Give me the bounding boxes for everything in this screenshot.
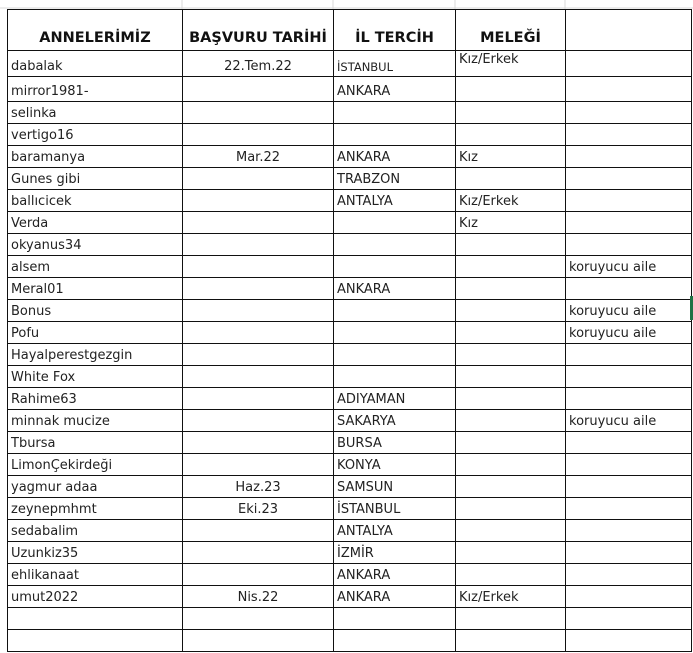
cell-name[interactable]: White Fox [8,366,183,388]
table-row [8,520,692,542]
cell-note[interactable] [566,124,692,146]
cell-application-date[interactable] [183,542,334,564]
cell-city[interactable] [334,124,456,146]
cell-city[interactable]: ANKARA [334,146,456,168]
table-row [8,344,692,366]
table-row [8,212,692,234]
cell-note[interactable] [566,520,692,542]
cell-angel[interactable] [456,344,566,366]
cell-note[interactable]: koruyucu aile [566,322,692,344]
table-row [8,190,692,212]
cell-city[interactable]: BURSA [334,432,456,454]
cell-city[interactable] [334,608,456,630]
cell-application-date[interactable] [183,300,334,322]
cell-city[interactable]: ADIYAMAN [334,388,456,410]
table-row [8,410,692,432]
cell-name[interactable]: baramanya [8,146,183,168]
cell-application-date[interactable] [183,454,334,476]
table-row [8,542,692,564]
cell-name[interactable]: selinka [8,102,183,124]
cell-note[interactable] [566,212,692,234]
cell-name[interactable]: yagmur adaa [8,476,183,498]
header-row [8,10,692,51]
table-row [8,608,692,630]
cell-angel[interactable] [456,542,566,564]
table-row [8,586,692,608]
cell-name[interactable] [8,608,183,630]
cell-name[interactable]: dabalak [8,51,183,77]
cell-application-date[interactable]: Mar.22 [183,146,334,168]
cell-angel[interactable] [456,322,566,344]
cell-city[interactable]: ANKARA [334,564,456,586]
cell-application-date[interactable] [183,564,334,586]
cell-note[interactable] [566,77,692,102]
cell-city[interactable]: İSTANBUL [334,498,456,520]
cell-angel[interactable]: Kız/Erkek [456,190,566,212]
cell-city[interactable] [334,212,456,234]
cell-city[interactable]: ANKARA [334,278,456,300]
cell-application-date[interactable]: Haz.23 [183,476,334,498]
cell-application-date[interactable] [183,630,334,652]
cell-application-date[interactable] [183,366,334,388]
table-row [8,630,692,652]
cell-angel[interactable] [456,300,566,322]
cell-name[interactable]: alsem [8,256,183,278]
cell-name[interactable]: mirror1981- [8,77,183,102]
cell-name[interactable]: sedabalim [8,520,183,542]
cell-angel[interactable] [456,476,566,498]
header-cell-application-date[interactable]: BAŞVURU TARİHİ [183,10,334,51]
cell-note[interactable]: koruyucu aile [566,256,692,278]
cell-application-date[interactable] [183,388,334,410]
table-row [8,366,692,388]
table-row [8,77,692,102]
table-row [8,278,692,300]
table-row [8,322,692,344]
cell-name[interactable]: Rahime63 [8,388,183,410]
cell-application-date[interactable] [183,234,334,256]
cell-application-date[interactable] [183,124,334,146]
cell-note[interactable] [566,388,692,410]
cell-application-date[interactable] [183,410,334,432]
cell-application-date[interactable] [183,212,334,234]
cell-note[interactable] [566,564,692,586]
cell-city[interactable] [334,234,456,256]
cell-application-date[interactable]: Eki.23 [183,498,334,520]
cell-note[interactable] [566,278,692,300]
cell-angel[interactable] [456,124,566,146]
cell-angel[interactable] [456,168,566,190]
cell-note[interactable] [566,344,692,366]
cell-city[interactable] [334,256,456,278]
cell-application-date[interactable] [183,520,334,542]
cell-name[interactable] [8,630,183,652]
cell-city[interactable]: KONYA [334,454,456,476]
cell-application-date[interactable] [183,432,334,454]
cell-angel[interactable] [456,366,566,388]
cell-angel[interactable] [456,256,566,278]
cell-angel[interactable] [456,102,566,124]
header-cell-mothers[interactable]: ANNELERİMİZ [8,10,183,51]
cell-angel[interactable] [456,630,566,652]
cell-angel[interactable] [456,520,566,542]
cell-name[interactable]: Meral01 [8,278,183,300]
table-row [8,256,692,278]
cell-angel[interactable]: Kız/Erkek [456,51,566,77]
cell-city[interactable]: İSTANBUL [334,51,456,77]
cell-city[interactable]: TRABZON [334,168,456,190]
table-row [8,124,692,146]
cell-note[interactable] [566,454,692,476]
cell-city[interactable] [334,366,456,388]
cell-application-date[interactable] [183,256,334,278]
cell-name[interactable]: Pofu [8,322,183,344]
cell-note[interactable] [566,476,692,498]
table-row [8,146,692,168]
cell-angel[interactable] [456,608,566,630]
cell-angel[interactable] [456,432,566,454]
cell-application-date[interactable] [183,190,334,212]
cell-angel[interactable] [456,498,566,520]
table-row [8,476,692,498]
table-row [8,51,692,77]
cell-city[interactable]: SAMSUN [334,476,456,498]
cell-angel[interactable] [456,77,566,102]
cell-city[interactable]: ANKARA [334,586,456,608]
cell-name[interactable]: minnak mucize [8,410,183,432]
cell-name[interactable]: okyanus34 [8,234,183,256]
cell-note[interactable]: koruyucu aile [566,410,692,432]
table-row [8,388,692,410]
cell-note[interactable] [566,366,692,388]
cell-angel[interactable]: Kız/Erkek [456,586,566,608]
cell-note[interactable] [566,432,692,454]
cell-name[interactable]: umut2022 [8,586,183,608]
cell-application-date[interactable]: Nis.22 [183,586,334,608]
cell-note[interactable] [566,146,692,168]
cell-note[interactable] [566,630,692,652]
cell-city[interactable]: ANTALYA [334,190,456,212]
cell-application-date[interactable] [183,344,334,366]
header-cell-city-preference[interactable]: İL TERCİH [334,10,456,51]
cell-name[interactable]: Tbursa [8,432,183,454]
cell-angel[interactable] [456,410,566,432]
table-row [8,454,692,476]
cell-name[interactable]: Bonus [8,300,183,322]
cell-application-date[interactable] [183,168,334,190]
table-row [8,564,692,586]
cell-name[interactable]: Gunes gibi [8,168,183,190]
cell-application-date[interactable] [183,77,334,102]
cell-city[interactable]: İZMİR [334,542,456,564]
cell-city[interactable] [334,630,456,652]
table-row [8,168,692,190]
cell-note[interactable]: koruyucu aile [566,300,692,322]
cell-name[interactable]: Hayalperestgezgin [8,344,183,366]
cell-city[interactable]: ANTALYA [334,520,456,542]
cell-note[interactable] [566,498,692,520]
cell-city[interactable] [334,344,456,366]
cell-angel[interactable] [456,234,566,256]
cell-name[interactable]: ballıcicek [8,190,183,212]
table-row [8,300,692,322]
cell-note[interactable] [566,190,692,212]
cell-name[interactable]: zeynepmhmt [8,498,183,520]
cell-application-date[interactable] [183,322,334,344]
cell-city[interactable] [334,102,456,124]
cell-name[interactable]: Uzunkiz35 [8,542,183,564]
cell-name[interactable]: ehlikanaat [8,564,183,586]
cell-name[interactable]: LimonÇekirdeği [8,454,183,476]
cell-name[interactable]: vertigo16 [8,124,183,146]
cell-city[interactable] [334,322,456,344]
cell-angel[interactable]: Kız [456,212,566,234]
cell-angel[interactable] [456,388,566,410]
cell-application-date[interactable] [183,278,334,300]
cell-application-date[interactable] [183,608,334,630]
table-row [8,102,692,124]
table-row [8,432,692,454]
cell-angel[interactable]: Kız [456,146,566,168]
table-row [8,234,692,256]
cell-note[interactable] [566,542,692,564]
cell-city[interactable] [334,300,456,322]
header-cell-empty[interactable] [566,10,692,51]
table-row [8,498,692,520]
header-cell-angel[interactable]: MELEĞİ [456,10,566,51]
cell-note[interactable] [566,586,692,608]
spreadsheet-table [7,9,692,652]
cell-note[interactable] [566,608,692,630]
cell-note[interactable] [566,234,692,256]
cell-note[interactable] [566,168,692,190]
cell-city[interactable]: SAKARYA [334,410,456,432]
cell-angel[interactable] [456,454,566,476]
cell-application-date[interactable]: 22.Tem.22 [183,51,334,77]
cell-name[interactable]: Verda [8,212,183,234]
cell-application-date[interactable] [183,102,334,124]
cell-note[interactable] [566,102,692,124]
cell-note[interactable] [566,51,692,77]
cell-angel[interactable] [456,278,566,300]
cell-angel[interactable] [456,564,566,586]
cell-city[interactable]: ANKARA [334,77,456,102]
